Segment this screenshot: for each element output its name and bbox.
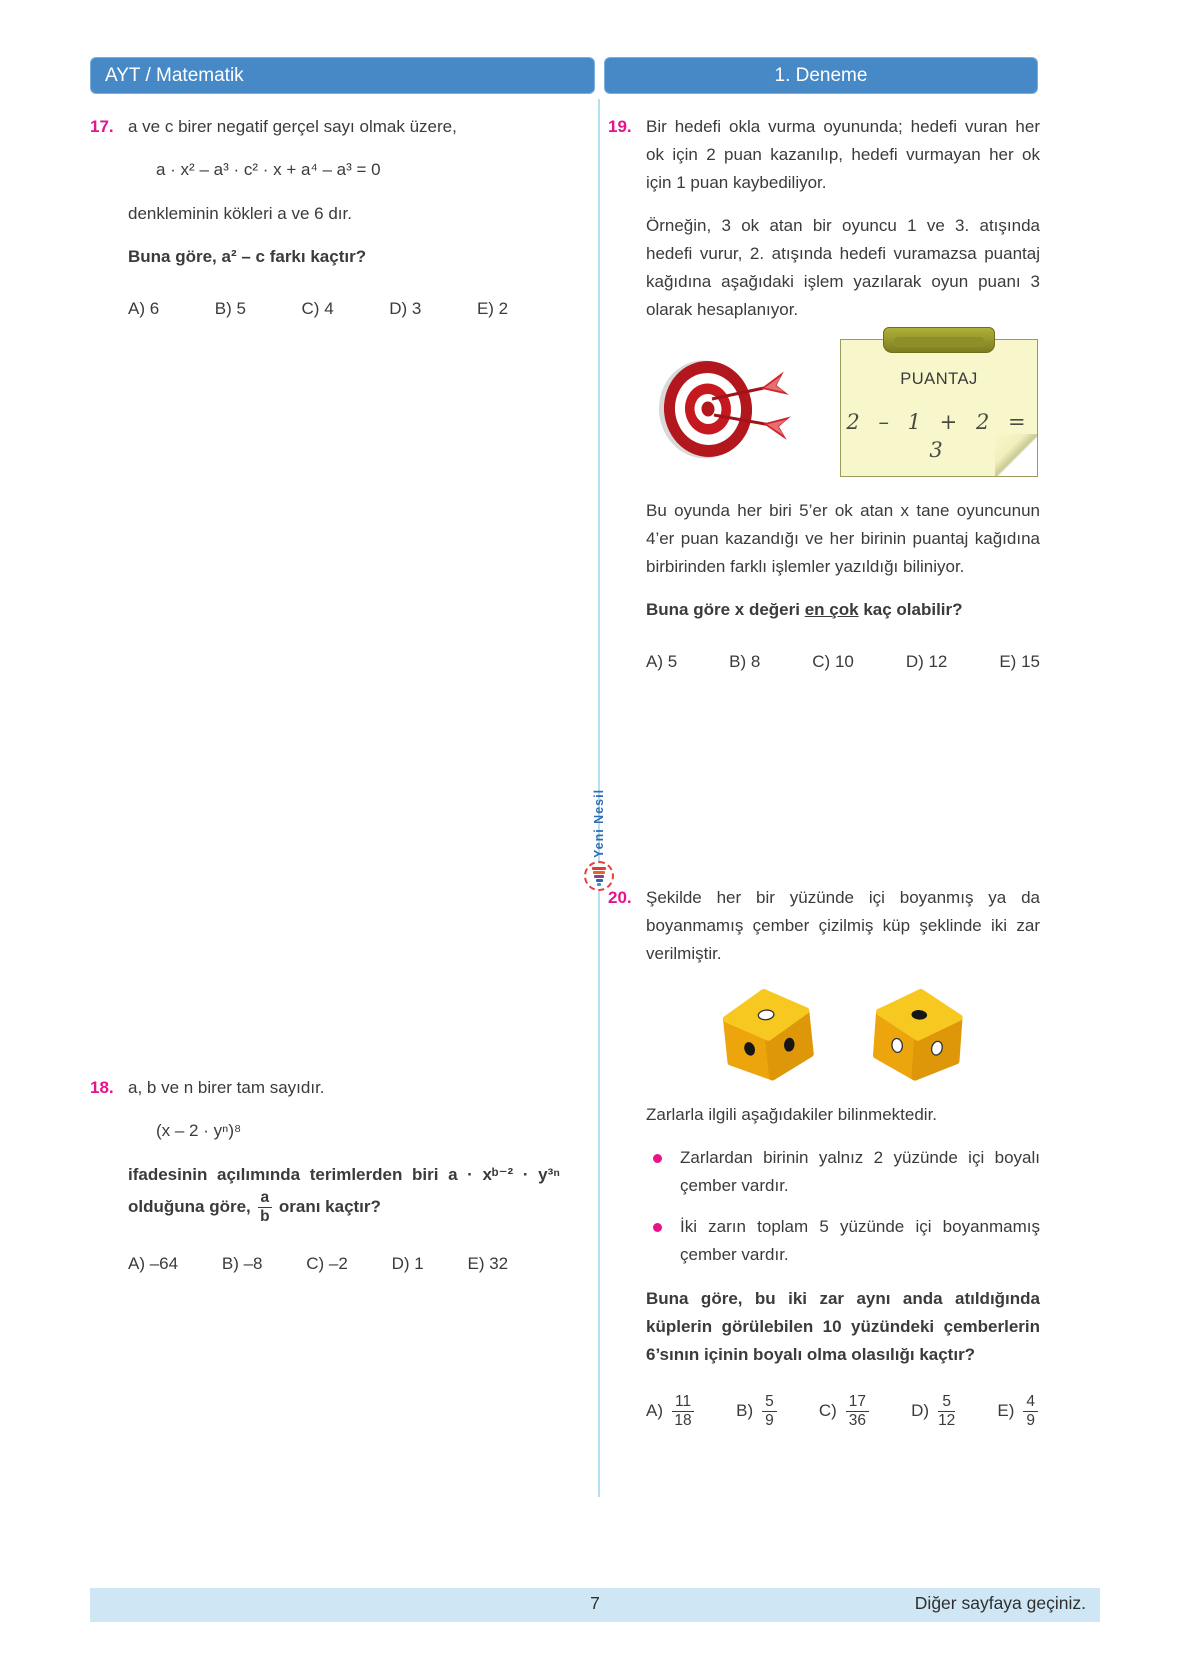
question-text: a ve c birer negatif gerçel sayı olmak üzere, bbox=[128, 117, 457, 136]
option-b: B) $\frac{5}{9}$ bbox=[736, 1393, 779, 1430]
die-icon bbox=[711, 978, 825, 1088]
option-d: D) 1 bbox=[391, 1253, 424, 1273]
question-number: 19. bbox=[608, 117, 632, 136]
question-text: Bir hedefi okla vurma oyununda; hedefi vuran her ok için 2 puan kazanılıp, hedefi vurmayan her ok için 1 puan kaybediliyor. bbox=[646, 117, 1040, 192]
page-curl-icon bbox=[995, 434, 1037, 476]
brand-logo bbox=[578, 782, 620, 891]
prompt-underlined: en çok bbox=[804, 600, 859, 619]
question-prompt bbox=[646, 596, 1040, 624]
equation: (x – 2 · yⁿ)⁸ bbox=[156, 1121, 242, 1140]
option-c: C) –2 bbox=[306, 1253, 348, 1273]
footer-instruction: Diğer sayfaya geçiniz. bbox=[914, 1593, 1086, 1613]
option-d: D) 12 bbox=[905, 652, 948, 671]
option-c: C) 4 bbox=[301, 299, 334, 318]
target-icon bbox=[646, 347, 796, 469]
bullet-text: İki zarın toplam 5 yüzünde içi boyanmamış çember vardır. bbox=[680, 1217, 1040, 1264]
bullet-list bbox=[646, 1144, 1040, 1269]
question-text: Zarlarla ilgili aşağıdakiler bilinmektedir. bbox=[646, 1105, 938, 1124]
prompt-part-2: oranı kaçtır? bbox=[278, 1196, 381, 1216]
answer-options bbox=[128, 1250, 508, 1278]
question-prompt: Buna göre, bu iki zar aynı anda atıldığında küplerin görülebilen 10 yüzündeki çemberlerin 6’sının içinin boyalı olma olasılığı kaçtır? bbox=[646, 1289, 1040, 1364]
option-d: D) 3 bbox=[389, 299, 422, 318]
question-17 bbox=[90, 113, 560, 323]
answer-options bbox=[646, 648, 1040, 676]
die-icon bbox=[863, 979, 974, 1086]
question-text: Örneğin, 3 ok atan bir oyuncu 1 ve 3. atışında hedefi vurur, 2. atışında hedefi vuramazsa puantaj kağıdına aşağıdaki işlem yazılarak oyun puanı 3 olarak hesaplanıyor. bbox=[646, 216, 1040, 319]
question-text: Bu oyunda her biri 5’er ok atan x tane oyuncunun 4’er puan kazandığı ve her birinin puantaj kağıdına birbirinden farklı işlemler yazıldığı biliniyor. bbox=[646, 501, 1040, 576]
bullet-text: Zarlardan birinin yalnız 2 yüzünde içi boyalı çember vardır. bbox=[680, 1148, 1040, 1195]
option-b: B) –8 bbox=[221, 1253, 263, 1273]
question-20 bbox=[608, 884, 1040, 1430]
question-number: 20. bbox=[608, 888, 632, 907]
option-a: A) 6 bbox=[128, 299, 160, 318]
option-a: A) 5 bbox=[646, 652, 678, 671]
clipboard-clip-icon bbox=[883, 327, 995, 353]
option-a: A) –64 bbox=[128, 1253, 179, 1273]
equation: a · x² – a³ · c² · x + a⁴ – a³ = 0 bbox=[156, 160, 381, 179]
option-c: C) $\frac{17}{36}$ bbox=[819, 1393, 871, 1430]
question-18 bbox=[90, 1074, 560, 1278]
option-c: C) 10 bbox=[812, 652, 854, 671]
dice-figure bbox=[646, 983, 1040, 1083]
bullet-item bbox=[646, 1144, 1040, 1200]
question-number: 17. bbox=[90, 117, 114, 136]
question-text: a, b ve n birer tam sayıdır. bbox=[128, 1078, 325, 1097]
scoring-figure bbox=[646, 339, 1040, 477]
bullet-item bbox=[646, 1213, 1040, 1269]
question-prompt bbox=[128, 1161, 560, 1226]
prompt-part-1: Buna göre x değeri bbox=[646, 600, 800, 619]
question-19 bbox=[608, 113, 1040, 676]
brand-name: Yeni Nesil bbox=[592, 788, 606, 858]
option-e: E) $\frac{4}{9}$ bbox=[997, 1393, 1040, 1430]
header-subject-bar bbox=[90, 57, 595, 94]
prompt-part-1: ifadesinin açılımında terimlerden biri a · xᵇ⁻² · y³ⁿ olduğuna göre, bbox=[128, 1165, 560, 1216]
exam-title: 1. Deneme bbox=[774, 64, 868, 86]
score-note bbox=[840, 339, 1038, 477]
footer-bar bbox=[90, 1588, 1100, 1622]
note-title: PUANTAJ bbox=[900, 370, 978, 388]
option-b: B) 5 bbox=[214, 299, 246, 318]
question-text: Şekilde her bir yüzünde içi boyanmış ya da boyanmamış çember çizilmiş küp şeklinde iki zar verilmiştir. bbox=[646, 888, 1040, 963]
question-text: denkleminin kökleri a ve 6 dır. bbox=[128, 204, 352, 223]
option-a: A) $\frac{11}{18}$ bbox=[646, 1393, 696, 1430]
prompt-part-2: kaç olabilir? bbox=[863, 600, 963, 619]
bullet-icon bbox=[653, 1223, 662, 1232]
option-b: B) 8 bbox=[729, 652, 761, 671]
option-e: E) 32 bbox=[467, 1253, 509, 1273]
question-number: 18. bbox=[90, 1078, 114, 1097]
option-d: D) $\frac{5}{12}$ bbox=[911, 1393, 956, 1429]
answer-options bbox=[128, 295, 508, 323]
bullet-icon bbox=[653, 1154, 662, 1163]
question-prompt: Buna göre, a² – c farkı kaçtır? bbox=[128, 247, 367, 266]
option-e: E) 15 bbox=[999, 652, 1040, 671]
header-exam-bar bbox=[604, 57, 1038, 94]
answer-options bbox=[646, 1393, 1040, 1430]
note-equation: 2 – 1 + 2 = 3 bbox=[846, 410, 1032, 462]
page-number: 7 bbox=[590, 1593, 600, 1613]
option-e: E) 2 bbox=[476, 299, 509, 318]
fraction-a-over-b: $\frac{a}{b}$ bbox=[258, 1189, 273, 1226]
subject-title: AYT / Matematik bbox=[105, 64, 244, 86]
